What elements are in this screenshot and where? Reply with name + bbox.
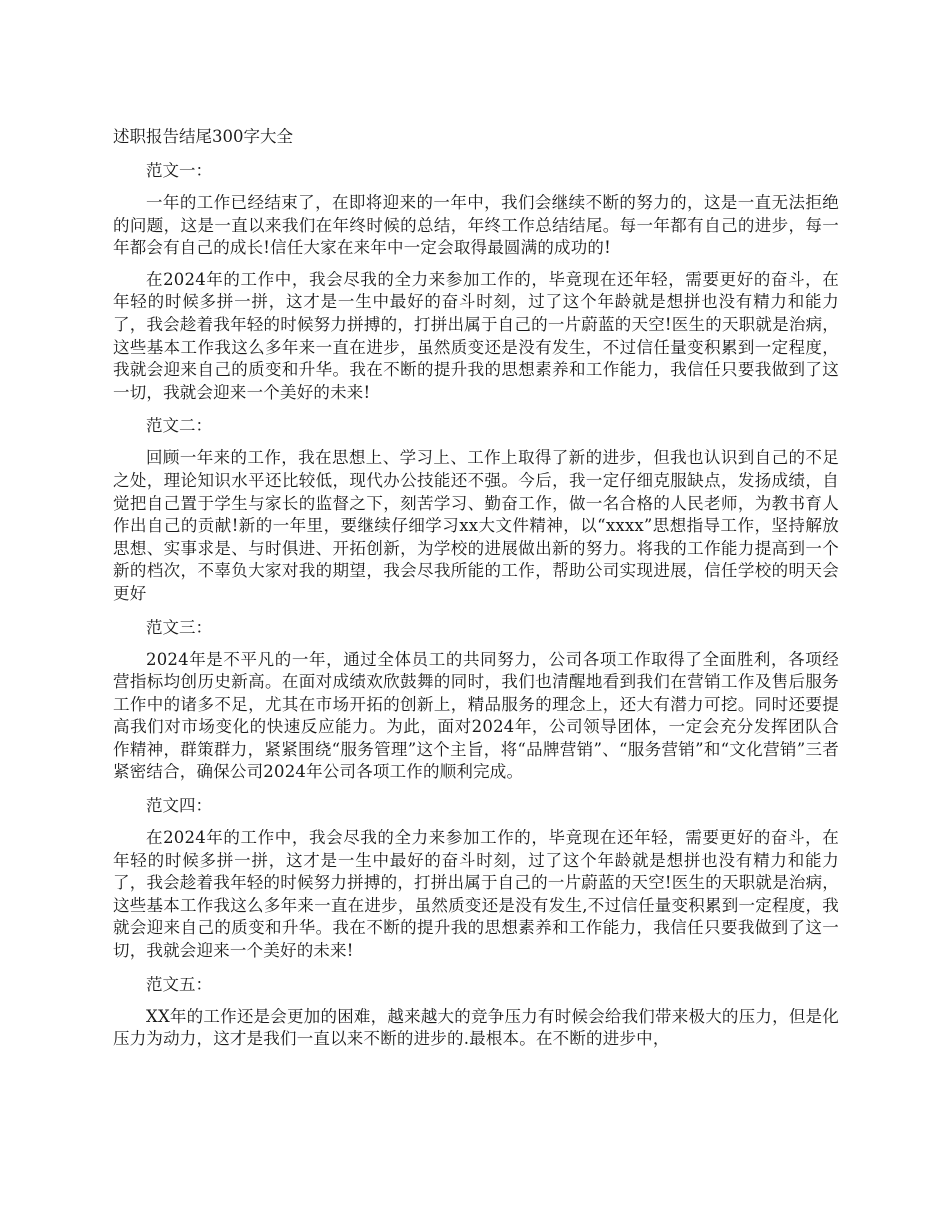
section-1 <box>113 158 839 404</box>
section-5 <box>113 972 839 1051</box>
section-2 <box>113 413 839 605</box>
section-heading: 范文一： <box>146 161 212 180</box>
section-paragraph: XX年的工作还是会更加的困难，越来越大的竞争压力有时候会给我们带来极大的压力，但是化压力为动力，这才是我们一直以来不断的进步的.最根本。在不断的进步中， <box>113 1006 839 1049</box>
section-heading: 范文五： <box>146 974 212 994</box>
section-3 <box>113 615 839 785</box>
section-heading: 范文四： <box>146 796 212 816</box>
section-heading: 范文三： <box>146 617 212 637</box>
section-4 <box>113 793 839 963</box>
section-paragraph: 回顾一年来的工作，我在思想上、学习上、工作上取得了新的进步，但我也认识到自己的不足之处，理论知识水平还比较低，现代办公技能还不强。今后，我一定仔细克服缺点，发扬成绩，自觉把自己置于学生与家长的监督之下，刻苦学习、勤奋工作，做一名合格的人民老师，为教书育人作出自己的贡献!新的一年里，要继续仔细学习xx大文件精神，以“xxxx”思想指导工作，坚持解放思想、实事求是、与时俱进、开拓创新，为学校的进展做出新的努力。将我的工作能力提高到一个新的档次，不辜负大家对我的期望，我会尽我所能的工作，帮助公司实现进展，信任学校的明天会更好 <box>113 448 839 603</box>
document-title: 述职报告结尾300字大全 <box>113 127 293 146</box>
section-paragraph: 2024年是不平凡的一年，通过全体员工的共同努力，公司各项工作取得了全面胜利，各项经营指标均创历史新高。在面对成绩欢欣鼓舞的同时，我们也清醒地看到我们在营销工作及售后服务工作中的诸多不足，尤其在市场开拓的创新上，精品服务的理念上，还大有潜力可挖。同时还要提高我们对市场变化的快速反应能力。为此，面对2024年，公司领导团体，一定会充分发挥团队合作精神，群策群力，紧紧围绕“服务管理”这个主旨，将“品牌营销”、“服务营销”和“文化营销”三者紧密结合，确保公司2024年公司各项工作的顺利完成。 <box>113 649 839 782</box>
section-paragraph: 在2024年的工作中，我会尽我的全力来参加工作的，毕竟现在还年轻，需要更好的奋斗，在年轻的时候多拼一拼，这才是一生中最好的奋斗时刻，过了这个年龄就是想拼也没有精力和能力了，我会趁着我年轻的时候努力拼搏的，打拼出属于自己的一片蔚蓝的天空!医生的天职就是治病，这些基本工作我这么多年来一直在进步，虽然质变还是没有发生,不过信任量变积累到一定程度，我就会迎来自己的质变和升华。我在不断的提升我的思想素养和工作能力，我信任只要我做到了这一切，我就会迎来一个美好的未来! <box>113 828 839 961</box>
section-heading: 范文二： <box>146 416 212 436</box>
document-page <box>113 124 839 1060</box>
section-paragraph: 一年的工作已经结束了，在即将迎来的一年中，我们会继续不断的努力的，这是一直无法拒绝的问题，这是一直以来我们在年终时候的总结，年终工作总结结尾。每一年都有自己的进步，每一年都会有自己的成长!信任大家在来年中一定会取得最圆满的成功的! <box>113 193 839 258</box>
section-paragraph: 在2024年的工作中，我会尽我的全力来参加工作的，毕竟现在还年轻，需要更好的奋斗，在年轻的时候多拼一拼，这才是一生中最好的奋斗时刻，过了这个年龄就是想拼也没有精力和能力了，我会趁着我年轻的时候努力拼搏的，打拼出属于自己的一片蔚蓝的天空!医生的天职就是治病，这些基本工作我这么多年来一直在进步，虽然质变还是没有发生，不过信任量变积累到一定程度，我就会迎来自己的质变和升华。我在不断的提升我的思想素养和工作能力，我信任只要我做到了这一切，我就会迎来一个美好的未来! <box>113 269 839 402</box>
